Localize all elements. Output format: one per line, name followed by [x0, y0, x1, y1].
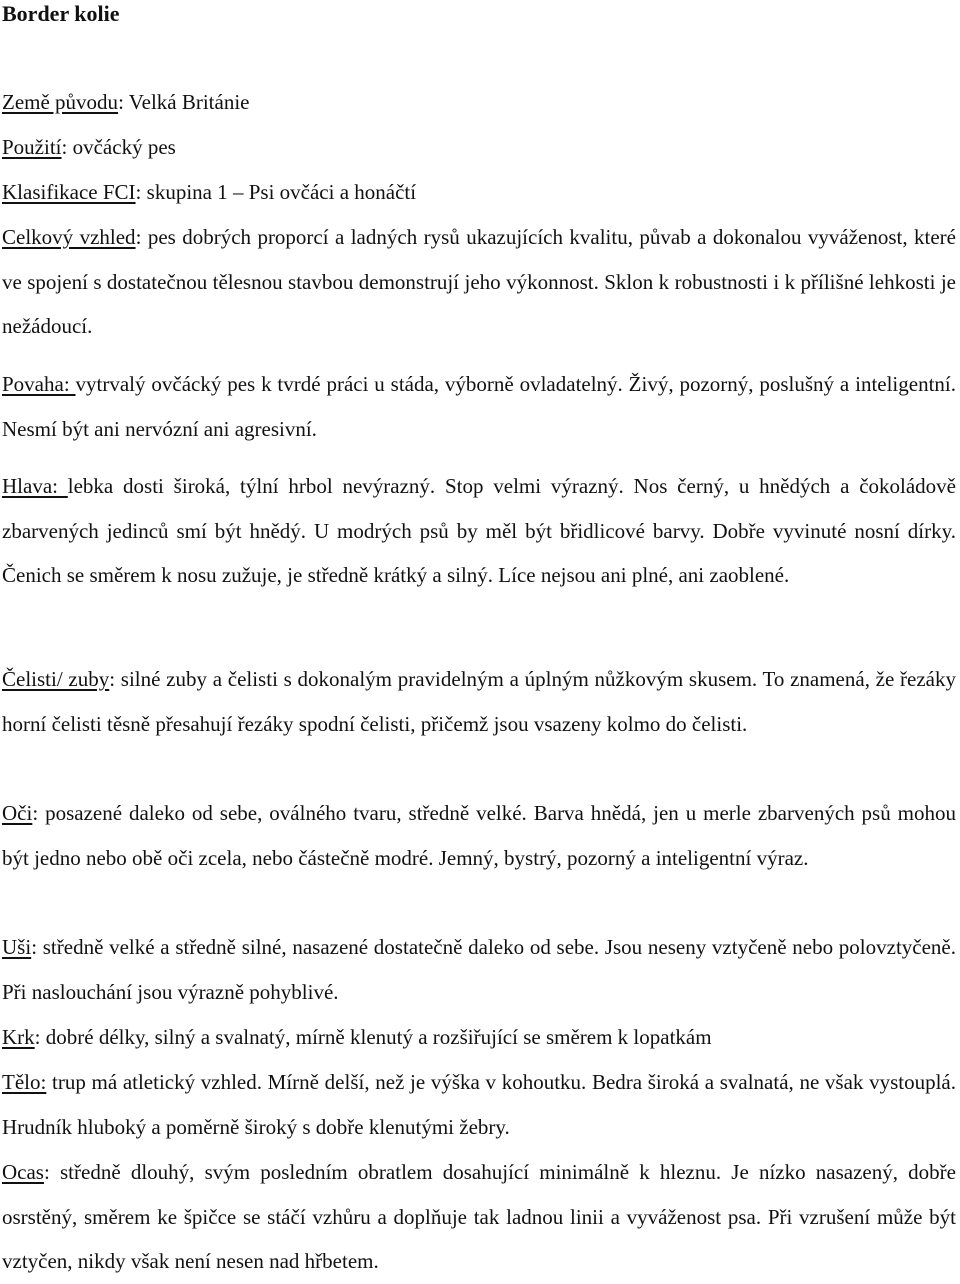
section-text: lebka dosti široká, týlní hrbol nevýrazný. Stop velmi výrazný. Nos černý, u hnědých a čokoládově zbarvených jedinců smí být hnědý. U modrých psů by měl být břidlicové barvy. Dobře vyvinuté nosní dírky. Čenich se směrem k nosu zužuje, je středně krátký a silný. Líce nejsou ani plné, ani zaoblené. — [2, 474, 956, 588]
section-label: Celkový vzhled — [2, 225, 136, 249]
section-text: posazené daleko od sebe, oválného tvaru, středně velké. Barva hnědá, jen u merle zbarvených psů mohou být jedno nebo obě oči zcela, nebo částečně modré. Jemný, bystrý, pozorný a inteligentní výraz. — [2, 801, 956, 870]
section-usage — [2, 125, 956, 170]
section-ears — [2, 925, 956, 1014]
section-text: středně dlouhý, svým posledním obratlem dosahující minimálně k hleznu. Je nízko nasazený, dobře osrstěný, směrem ke špičce se stáčí vzhůru a doplňuje tak ladnou linii a vyváženost psa. Při vzrušení může být vztyčen, nikdy však není nesen nad hřbetem. — [2, 1160, 956, 1274]
section-text: dobré délky, silný a svalnatý, mírně klenutý a rozšiřující se směrem k lopatkám — [45, 1025, 712, 1049]
section-text: středně velké a středně silné, nasazené dostatečně daleko od sebe. Jsou neseny vztyčeně nebo polovztyčeně. Při naslouchání jsou výrazně pohyblivé. — [2, 935, 957, 1004]
section-separator: : — [43, 1160, 60, 1184]
section-separator: : — [135, 225, 148, 249]
section-text: Velká Británie — [128, 90, 250, 114]
section-label: Oči — [2, 801, 33, 825]
section-separator: : — [34, 1025, 46, 1049]
section-label: Tělo: — [2, 1070, 47, 1094]
section-label: Země původu — [2, 90, 119, 114]
section-separator: : — [118, 90, 129, 114]
section-label: Klasifikace FCI — [2, 180, 136, 204]
section-text: vytrvalý ovčácký pes k tvrdé práci u stáda, výborně ovladatelný. Živý, pozorný, poslušný a inteligentní. Nesmí být ani nervózní ani agresivní. — [2, 372, 957, 441]
section-body — [2, 1060, 956, 1149]
section-fci-classification — [2, 170, 956, 215]
section-text: pes dobrých proporcí a ladných rysů ukazujících kvalitu, půvab a dokonalou vyváženost, které ve spojení s dostatečnou tělesnou stavbou demonstrují jeho výkonnost. Sklon k robustnosti i k přílišné lehkosti je nežádoucí. — [2, 225, 956, 339]
section-label: Ocas — [2, 1160, 44, 1184]
section-label: Uši — [2, 935, 32, 959]
section-separator: : — [109, 667, 121, 691]
section-general-appearance — [2, 215, 956, 349]
section-head — [2, 464, 956, 598]
section-label: Hlava: — [2, 474, 68, 498]
section-eyes — [2, 791, 956, 880]
section-jaws-teeth — [2, 657, 956, 746]
section-separator: : — [31, 935, 43, 959]
section-separator: : — [32, 801, 46, 825]
section-text: skupina 1 – Psi ovčáci a honáčtí — [146, 180, 417, 204]
section-label: Čelisti/ zuby — [2, 667, 110, 691]
section-text: silné zuby a čelisti s dokonalým pravidelným a úplným nůžkovým skusem. To znamená, že řezáky horní čelisti těsně přesahují řezáky spodní čelisti, přičemž jsou vsazeny kolmo do čelisti. — [2, 667, 956, 736]
section-neck — [2, 1015, 956, 1060]
section-label: Krk — [2, 1025, 35, 1049]
section-country-of-origin — [2, 80, 956, 125]
section-label: Použití — [2, 135, 62, 159]
section-temperament — [2, 362, 956, 451]
section-text: ovčácký pes — [72, 135, 176, 159]
document-title: Border kolie — [2, 1, 120, 26]
section-tail — [2, 1150, 956, 1284]
section-label: Povaha: — [2, 372, 76, 396]
section-separator: : — [61, 135, 73, 159]
section-separator: : — [135, 180, 147, 204]
section-text: trup má atletický vzhled. Mírně delší, než je výška v kohoutku. Bedra široká a svalnatá, ne však vystouplá. Hrudník hluboký a poměrně široký s dobře klenutými žebry. — [2, 1070, 956, 1139]
